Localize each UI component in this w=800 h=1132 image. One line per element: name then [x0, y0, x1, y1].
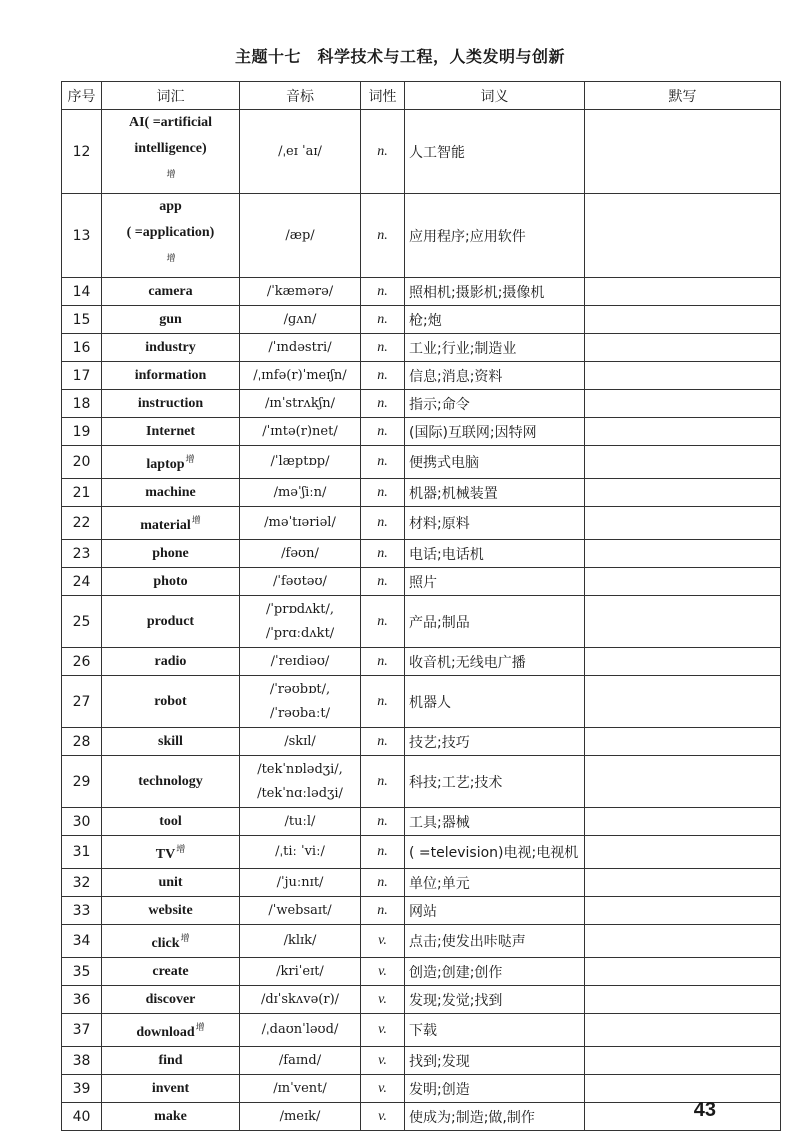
vocab-word [102, 1103, 240, 1131]
phonetic [240, 390, 361, 418]
vocab-word [102, 568, 240, 596]
meaning: (国际)互联网;因特网 [405, 418, 585, 446]
row-number: 21 [62, 479, 102, 507]
vocab-word-line: phone [152, 545, 189, 561]
part-of-speech: n. [361, 897, 405, 925]
meaning: 机器人 [405, 676, 585, 728]
vocab-word [102, 1047, 240, 1075]
row-number: 14 [62, 278, 102, 306]
meaning: 指示;命令 [405, 390, 585, 418]
table-row [62, 986, 781, 1014]
phonetic [240, 418, 361, 446]
part-of-speech: v. [361, 1075, 405, 1103]
phonetic-line: /məˈtɪəriəl/ [264, 515, 336, 530]
meaning: 人工智能 [405, 110, 585, 194]
page-number: 43 [693, 1099, 716, 1121]
table-row [62, 194, 781, 278]
table-header-row [62, 82, 781, 110]
phonetic-line: /fəʊn/ [281, 545, 319, 561]
vocab-word-line: laptop [146, 456, 185, 472]
dictation-cell[interactable] [585, 596, 781, 648]
phonetic-line: /faɪnd/ [278, 1052, 322, 1068]
dictation-cell[interactable] [585, 479, 781, 507]
vocab-word [102, 540, 240, 568]
dictation-cell[interactable] [585, 897, 781, 925]
dictation-cell[interactable] [585, 306, 781, 334]
row-number: 34 [62, 925, 102, 958]
phonetic-line: /ˌeɪ ˈaɪ/ [278, 143, 322, 159]
phonetic [240, 568, 361, 596]
vocab-word [102, 390, 240, 418]
table-row [62, 648, 781, 676]
meaning: 发明;创造 [405, 1075, 585, 1103]
row-number: 39 [62, 1075, 102, 1103]
row-number: 18 [62, 390, 102, 418]
vocab-word-line: technology [138, 773, 203, 789]
dictation-cell[interactable] [585, 446, 781, 479]
dictation-cell[interactable] [585, 278, 781, 306]
part-of-speech: n. [361, 306, 405, 334]
phonetic [240, 1103, 361, 1131]
vocab-word [102, 836, 240, 869]
table-row [62, 278, 781, 306]
table-row [62, 958, 781, 986]
meaning: 单位;单元 [405, 869, 585, 897]
row-number: 16 [62, 334, 102, 362]
phonetic-line: /ˈrəʊbɒt/, [269, 681, 331, 697]
added-word-tag: 增 [176, 844, 186, 855]
table-row [62, 507, 781, 540]
phonetic-line: /tuːl/ [284, 813, 316, 829]
vocab-word [102, 596, 240, 648]
vocab-word-line: robot [154, 693, 187, 709]
phonetic [240, 728, 361, 756]
phonetic-line: /ɪnˈvent/ [273, 1080, 327, 1096]
phonetic [240, 362, 361, 390]
table-row [62, 479, 781, 507]
phonetic [240, 194, 361, 278]
vocab-word-line: discover [145, 991, 196, 1007]
vocab-word [102, 756, 240, 808]
meaning: 科技;工艺;技术 [405, 756, 585, 808]
table-row [62, 808, 781, 836]
part-of-speech: n. [361, 676, 405, 728]
part-of-speech: n. [361, 362, 405, 390]
phonetic [240, 808, 361, 836]
phonetic-line: /ˌɪnfə(r)ˈmeɪʃn/ [253, 367, 347, 383]
row-number: 29 [62, 756, 102, 808]
phonetic [240, 958, 361, 986]
vocab-word-line: industry [145, 339, 196, 355]
meaning: 发现;发觉;找到 [405, 986, 585, 1014]
phonetic [240, 446, 361, 479]
part-of-speech: n. [361, 418, 405, 446]
meaning: 工具;器械 [405, 808, 585, 836]
part-of-speech: n. [361, 194, 405, 278]
table-row [62, 568, 781, 596]
vocab-word-line: invent [151, 1080, 190, 1096]
vocab-word [102, 728, 240, 756]
table-row [62, 306, 781, 334]
vocab-word [102, 194, 240, 278]
vocab-word-line: app [159, 199, 182, 214]
header-word: 词汇 [102, 82, 240, 110]
vocab-word [102, 986, 240, 1014]
vocab-word [102, 958, 240, 986]
phonetic [240, 648, 361, 676]
part-of-speech: n. [361, 278, 405, 306]
row-number: 22 [62, 507, 102, 540]
dictation-cell[interactable] [585, 986, 781, 1014]
phonetic [240, 1014, 361, 1047]
table-row [62, 897, 781, 925]
phonetic [240, 507, 361, 540]
part-of-speech: v. [361, 1103, 405, 1131]
vocab-word [102, 648, 240, 676]
part-of-speech: v. [361, 958, 405, 986]
vocab-word [102, 418, 240, 446]
meaning: 应用程序;应用软件 [405, 194, 585, 278]
vocab-word-line: material [140, 517, 191, 533]
vocab-word [102, 1075, 240, 1103]
added-word-tag: 增 [180, 933, 190, 944]
meaning: 照相机;摄影机;摄像机 [405, 278, 585, 306]
phonetic-line: /meɪk/ [279, 1108, 321, 1124]
vocab-word-line: skill [158, 733, 183, 749]
meaning: 工业;行业;制造业 [405, 334, 585, 362]
part-of-speech: v. [361, 1014, 405, 1047]
vocab-word-line: AI( =artificial [128, 115, 212, 130]
added-word-tag: 增 [195, 1022, 205, 1033]
phonetic-line: /ˈwebsaɪt/ [268, 902, 332, 918]
part-of-speech: v. [361, 925, 405, 958]
vocab-word [102, 507, 240, 540]
part-of-speech: n. [361, 540, 405, 568]
meaning: 机器;机械装置 [405, 479, 585, 507]
part-of-speech: n. [361, 390, 405, 418]
vocab-word-line: ( =application) [126, 225, 215, 240]
vocab-word [102, 110, 240, 194]
table-row [62, 334, 781, 362]
vocab-word-line: click [151, 935, 180, 951]
meaning: 使成为;制造;做,制作 [405, 1103, 585, 1131]
phonetic-line: /ˈɪntə(r)net/ [262, 423, 338, 439]
dictation-cell[interactable] [585, 418, 781, 446]
dictation-cell[interactable] [585, 334, 781, 362]
vocab-word-line: create [152, 963, 189, 979]
row-number: 36 [62, 986, 102, 1014]
vocab-word-line: product [146, 613, 195, 629]
vocab-word-line: instruction [137, 395, 204, 411]
phonetic-line: /ɪnˈstrʌkʃn/ [264, 395, 336, 411]
vocab-word-line: Internet [146, 423, 195, 439]
phonetic [240, 756, 361, 808]
part-of-speech: n. [361, 110, 405, 194]
phonetic [240, 1075, 361, 1103]
vocab-word [102, 446, 240, 479]
phonetic [240, 869, 361, 897]
row-number: 20 [62, 446, 102, 479]
vocab-word [102, 676, 240, 728]
part-of-speech: n. [361, 334, 405, 362]
added-word-tag: 增 [185, 454, 195, 465]
phonetic-line: /dɪˈskʌvə(r)/ [260, 991, 340, 1007]
dictation-cell[interactable] [585, 958, 781, 986]
vocab-word [102, 897, 240, 925]
table-row [62, 390, 781, 418]
phonetic [240, 479, 361, 507]
row-number: 33 [62, 897, 102, 925]
row-number: 28 [62, 728, 102, 756]
meaning: ( =television)电视;电视机 [405, 836, 585, 869]
phonetic [240, 676, 361, 728]
vocab-word-line: unit [158, 874, 183, 890]
row-number: 35 [62, 958, 102, 986]
row-number: 32 [62, 869, 102, 897]
meaning: 产品;制品 [405, 596, 585, 648]
vocab-word [102, 1014, 240, 1047]
vocab-word [102, 334, 240, 362]
table-row [62, 446, 781, 479]
phonetic-line: /æp/ [285, 227, 315, 243]
dictation-cell[interactable] [585, 869, 781, 897]
meaning: 下载 [405, 1014, 585, 1047]
row-number: 13 [62, 194, 102, 278]
vocab-word [102, 808, 240, 836]
dictation-cell[interactable] [585, 676, 781, 728]
dictation-cell[interactable] [585, 362, 781, 390]
phonetic-line: /ˈfəʊtəʊ/ [273, 573, 327, 589]
dictation-cell[interactable] [585, 648, 781, 676]
row-number: 27 [62, 676, 102, 728]
meaning: 收音机;无线电广播 [405, 648, 585, 676]
table-row [62, 836, 781, 869]
phonetic [240, 540, 361, 568]
phonetic-line: /skɪl/ [284, 733, 316, 749]
vocab-word-line: machine [145, 484, 196, 500]
table-row [62, 110, 781, 194]
vocab-word-line: gun [159, 311, 182, 327]
phonetic [240, 986, 361, 1014]
row-number: 17 [62, 362, 102, 390]
part-of-speech: n. [361, 869, 405, 897]
part-of-speech: n. [361, 836, 405, 869]
row-number: 19 [62, 418, 102, 446]
phonetic-line: /ˈreɪdiəʊ/ [270, 653, 330, 669]
dictation-cell[interactable] [585, 756, 781, 808]
phonetic-line: /ˈkæmərə/ [266, 283, 334, 299]
row-number: 31 [62, 836, 102, 869]
phonetic-line: /klɪk/ [283, 933, 317, 948]
header-dictation: 默写 [585, 82, 781, 110]
meaning: 找到;发现 [405, 1047, 585, 1075]
part-of-speech: n. [361, 446, 405, 479]
added-word-tag: 增 [166, 170, 176, 180]
vocab-word-line: camera [148, 283, 193, 299]
phonetic-line: /ˈjuːnɪt/ [276, 874, 324, 890]
phonetic-line: /ˌdaʊnˈləʊd/ [261, 1022, 339, 1037]
added-word-tag: 增 [191, 515, 201, 526]
part-of-speech: n. [361, 728, 405, 756]
row-number: 37 [62, 1014, 102, 1047]
table-row [62, 596, 781, 648]
row-number: 23 [62, 540, 102, 568]
dictation-cell[interactable] [585, 1103, 781, 1131]
part-of-speech: v. [361, 1047, 405, 1075]
vocab-word-line: make [154, 1108, 187, 1124]
header-number: 序号 [62, 82, 102, 110]
table-row [62, 1047, 781, 1075]
vocab-word-line: information [134, 367, 207, 383]
phonetic-line: /məˈʃiːn/ [273, 484, 327, 500]
table-row [62, 418, 781, 446]
phonetic-line: /ˈlæptɒp/ [270, 454, 330, 469]
dictation-cell[interactable] [585, 925, 781, 958]
part-of-speech: n. [361, 756, 405, 808]
table-row [62, 676, 781, 728]
table-row [62, 1075, 781, 1103]
phonetic [240, 306, 361, 334]
dictation-cell[interactable] [585, 728, 781, 756]
meaning: 网站 [405, 897, 585, 925]
header-phonetic: 音标 [240, 82, 361, 110]
part-of-speech: n. [361, 507, 405, 540]
phonetic-line: /ɡʌn/ [283, 311, 317, 327]
dictation-cell[interactable] [585, 808, 781, 836]
vocab-word [102, 869, 240, 897]
vocab-word-line: find [158, 1052, 183, 1068]
header-meaning: 词义 [405, 82, 585, 110]
phonetic [240, 925, 361, 958]
part-of-speech: n. [361, 479, 405, 507]
meaning: 电话;电话机 [405, 540, 585, 568]
header-part-of-speech: 词性 [361, 82, 405, 110]
vocab-word [102, 925, 240, 958]
table-row [62, 540, 781, 568]
vocab-word [102, 278, 240, 306]
table-row [62, 1014, 781, 1047]
row-number: 30 [62, 808, 102, 836]
phonetic-line: /ˈrəʊbaːt/ [270, 705, 330, 721]
dictation-cell[interactable] [585, 110, 781, 194]
added-word-tag: 增 [166, 254, 176, 264]
row-number: 15 [62, 306, 102, 334]
meaning: 点击;使发出咔哒声 [405, 925, 585, 958]
dictation-cell[interactable] [585, 540, 781, 568]
table-row [62, 1103, 781, 1131]
part-of-speech: v. [361, 986, 405, 1014]
phonetic [240, 897, 361, 925]
page-title: 主题十七 科学技术与工程，人类发明与创新 [234, 47, 565, 66]
vocab-word-line: intelligence) [134, 141, 207, 156]
vocab-word-line: download [136, 1024, 195, 1040]
phonetic [240, 596, 361, 648]
meaning: 便携式电脑 [405, 446, 585, 479]
table-row [62, 728, 781, 756]
dictation-cell[interactable] [585, 1014, 781, 1047]
dictation-cell[interactable] [585, 1047, 781, 1075]
meaning: 枪;炮 [405, 306, 585, 334]
meaning: 材料;原料 [405, 507, 585, 540]
dictation-cell[interactable] [585, 390, 781, 418]
phonetic [240, 278, 361, 306]
row-number: 25 [62, 596, 102, 648]
vocab-word [102, 362, 240, 390]
row-number: 38 [62, 1047, 102, 1075]
phonetic [240, 1047, 361, 1075]
vocab-word [102, 479, 240, 507]
meaning: 技艺;技巧 [405, 728, 585, 756]
part-of-speech: n. [361, 808, 405, 836]
phonetic [240, 110, 361, 194]
table-row [62, 869, 781, 897]
vocab-word-line: photo [153, 573, 188, 589]
phonetic-line: /ˈprɒdʌkt/, [265, 601, 335, 617]
table-body [62, 110, 781, 1131]
vocabulary-table [61, 81, 781, 1131]
vocab-word-line: radio [154, 653, 187, 669]
phonetic [240, 836, 361, 869]
phonetic-line: /ˈɪndəstri/ [268, 339, 332, 355]
phonetic-line: /kriˈeɪt/ [276, 963, 324, 979]
vocab-word-line: TV [155, 846, 176, 862]
phonetic-line: /ˌtiː ˈviː/ [275, 844, 325, 859]
vocab-word-line: tool [159, 813, 182, 829]
phonetic-line: /tekˈnɑːlədʒi/ [257, 785, 343, 801]
row-number: 26 [62, 648, 102, 676]
meaning: 信息;消息;资料 [405, 362, 585, 390]
dictation-cell[interactable] [585, 194, 781, 278]
table-row [62, 756, 781, 808]
dictation-cell[interactable] [585, 836, 781, 869]
vocab-word [102, 306, 240, 334]
vocab-word-line: website [148, 902, 193, 918]
phonetic [240, 334, 361, 362]
dictation-cell[interactable] [585, 1075, 781, 1103]
dictation-cell[interactable] [585, 568, 781, 596]
dictation-cell[interactable] [585, 507, 781, 540]
row-number: 40 [62, 1103, 102, 1131]
phonetic-line: /tekˈnɒlədʒi/, [257, 761, 343, 777]
phonetic-line: /ˈprɑːdʌkt/ [265, 625, 335, 641]
row-number: 12 [62, 110, 102, 194]
table-row [62, 362, 781, 390]
meaning: 照片 [405, 568, 585, 596]
table-row [62, 925, 781, 958]
row-number: 24 [62, 568, 102, 596]
part-of-speech: n. [361, 648, 405, 676]
part-of-speech: n. [361, 596, 405, 648]
meaning: 创造;创建;创作 [405, 958, 585, 986]
part-of-speech: n. [361, 568, 405, 596]
